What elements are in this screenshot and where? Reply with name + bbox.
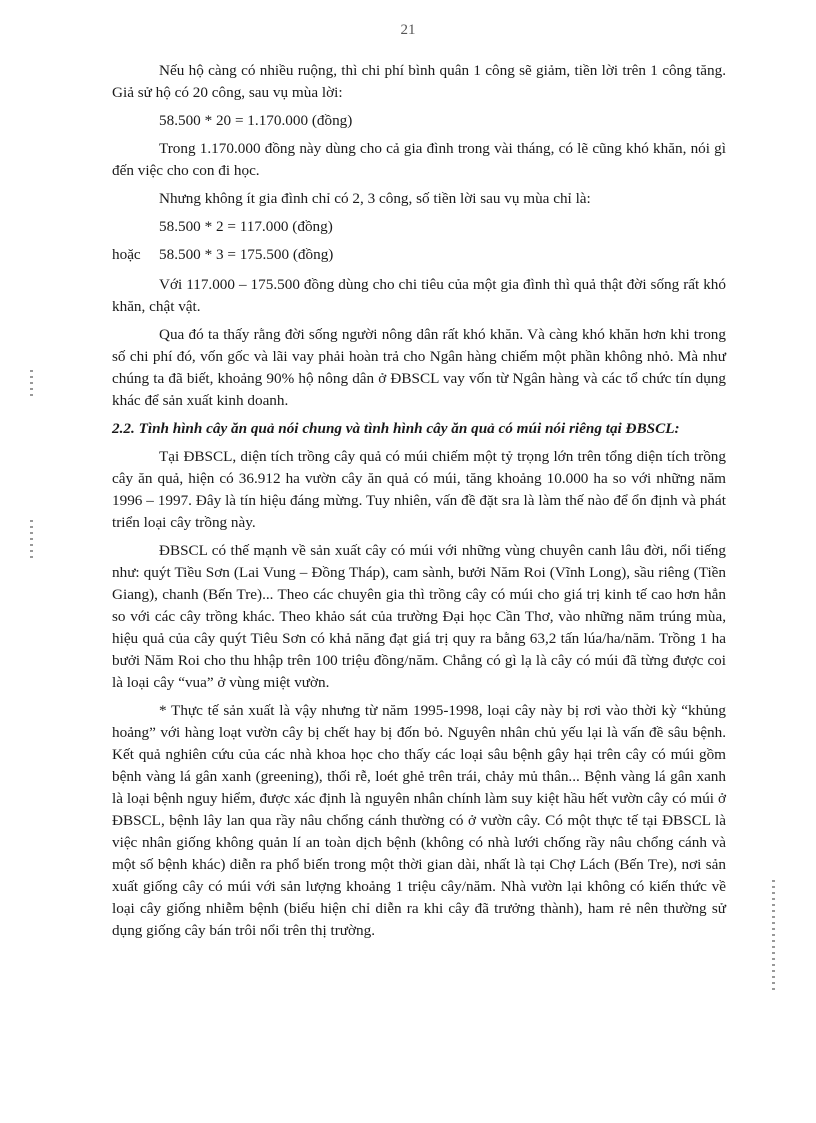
- paragraph: Với 117.000 – 175.500 đồng dùng cho chi tiêu của một gia đình thì quả thật đời sống rất khó khăn, chật vật.: [112, 276, 726, 315]
- section-heading: 2.2. Tình hình cây ăn quả nói chung và tình hình cây ăn quả có múi nói riêng tại ĐBSCL:: [112, 420, 680, 437]
- page-number: 21: [400, 22, 416, 38]
- paragraph: ĐBSCL có thế mạnh về sản xuất cây có múi với những vùng chuyên canh lâu đời, nổi tiếng như: quýt Tiều Sơn (Lai Vung – Đồng Tháp), cam sành, bưởi Năm Roi (Vĩnh Long), sầu riêng (Tiền Giang), chanh (Bến Tre)... Theo các chuyên gia thì trồng cây có múi cho giá trị kinh tế cao hơn hẳn so với các cây trồng khác. Theo khảo sát của trường Đại học Cần Thơ, vào những năm trúng mùa, hiệu quả của cây quýt Tiêu Sơn có khả năng đạt giá trị quy ra bằng 63,2 tấn lúa/ha/năm. Trồng 1 ha bưởi Năm Roi cho thu hhập trên 100 triệu đồng/năm. Chẳng có gì lạ là cây có múi đã từng được coi là loại cây “vua” ở vùng miệt vườn.: [112, 542, 726, 691]
- scan-artifact-right: [772, 880, 775, 990]
- paragraph: * Thực tế sản xuất là vậy nhưng từ năm 1995-1998, loại cây này bị rơi vào thời kỳ “khủng hoảng” với hàng loạt vườn cây bị chết hay bị đốn bỏ. Nguyên nhân chủ yếu lại là vấn đề sâu bệnh. Kết quả nghiên cứu của các nhà khoa học cho thấy các loại sâu bệnh gây hại trên cây có múi gồm bệnh vàng lá gân xanh (greening), thối rễ, loét ghẻ trên trái, chảy mủ thân... Bệnh vàng lá gân xanh là loại bệnh nguy hiểm, được xác định là nguyên nhân chính làm suy kiệt hầu hết vườn cây có múi ở ĐBSCL, bệnh lây lan qua rầy nâu chổng cánh thường có ở vườn cây. Có một thực tế tại ĐBSCL là việc nhân giống không quản lí an toàn dịch bệnh (không có nhà lưới chống rầy nâu chổng cánh và một số bệnh khác) diễn ra phổ biến trong một thời gian dài, nhất là tại Chợ Lách (Bến Tre), nơi sản xuất giống cây có múi với sản lượng khoảng 1 triệu cây/năm. Nhà vườn lại không có kiến thức về loại cây giống nhiễm bệnh (biểu hiện chỉ diễn ra khi cây đã trưởng thành), ham rẻ nên thường sử dụng giống cây bán trôi nổi trên thị trường.: [112, 702, 726, 939]
- scan-artifact-left: [30, 370, 33, 400]
- formula: 58.500 * 2 = 117.000 (đồng): [159, 218, 333, 235]
- formula-row: [112, 244, 726, 266]
- formula: 58.500 * 20 = 1.170.000 (đồng): [159, 112, 353, 129]
- formula: 58.500 * 3 = 175.500 (đồng): [159, 246, 334, 263]
- paragraph: Tại ĐBSCL, diện tích trồng cây quả có múi chiếm một tỷ trọng lớn trên tổng diện tích trồng cây ăn quả, hiện có 36.912 ha vườn cây ăn quả có múi, tăng khoảng 10.000 ha so với những năm 1996 – 1997. Đây là tín hiệu đáng mừng. Tuy nhiên, vấn đề đặt sra là làm thế nào để ổn định và phát triển loại cây trồng này.: [112, 448, 726, 531]
- paragraph: Qua đó ta thấy rằng đời sống người nông dân rất khó khăn. Và càng khó khăn hơn khi trong số chi phí đó, vốn gốc và lãi vay phải hoàn trả cho Ngân hàng chiếm một phần không nhỏ. Mà như chúng ta đã biết, khoảng 90% hộ nông dân ở ĐBSCL vay vốn từ Ngân hàng và các tổ chức tín dụng khác để sản xuất kinh doanh.: [112, 326, 726, 409]
- paragraph: Trong 1.170.000 đồng này dùng cho cả gia đình trong vài tháng, có lẽ cũng khó khăn, nói gì đến việc cho con đi học.: [112, 140, 726, 179]
- document-body: [112, 60, 726, 948]
- scan-artifact-left-2: [30, 520, 33, 560]
- paragraph: Nếu hộ càng có nhiều ruộng, thì chi phí bình quân 1 công sẽ giảm, tiền lời trên 1 công tăng. Giả sử hộ có 20 công, sau vụ mùa lời:: [112, 62, 726, 101]
- paragraph: Nhưng không ít gia đình chỉ có 2, 3 công, số tiền lời sau vụ mùa chỉ là:: [159, 190, 591, 207]
- formula-prefix: hoặc: [112, 246, 141, 263]
